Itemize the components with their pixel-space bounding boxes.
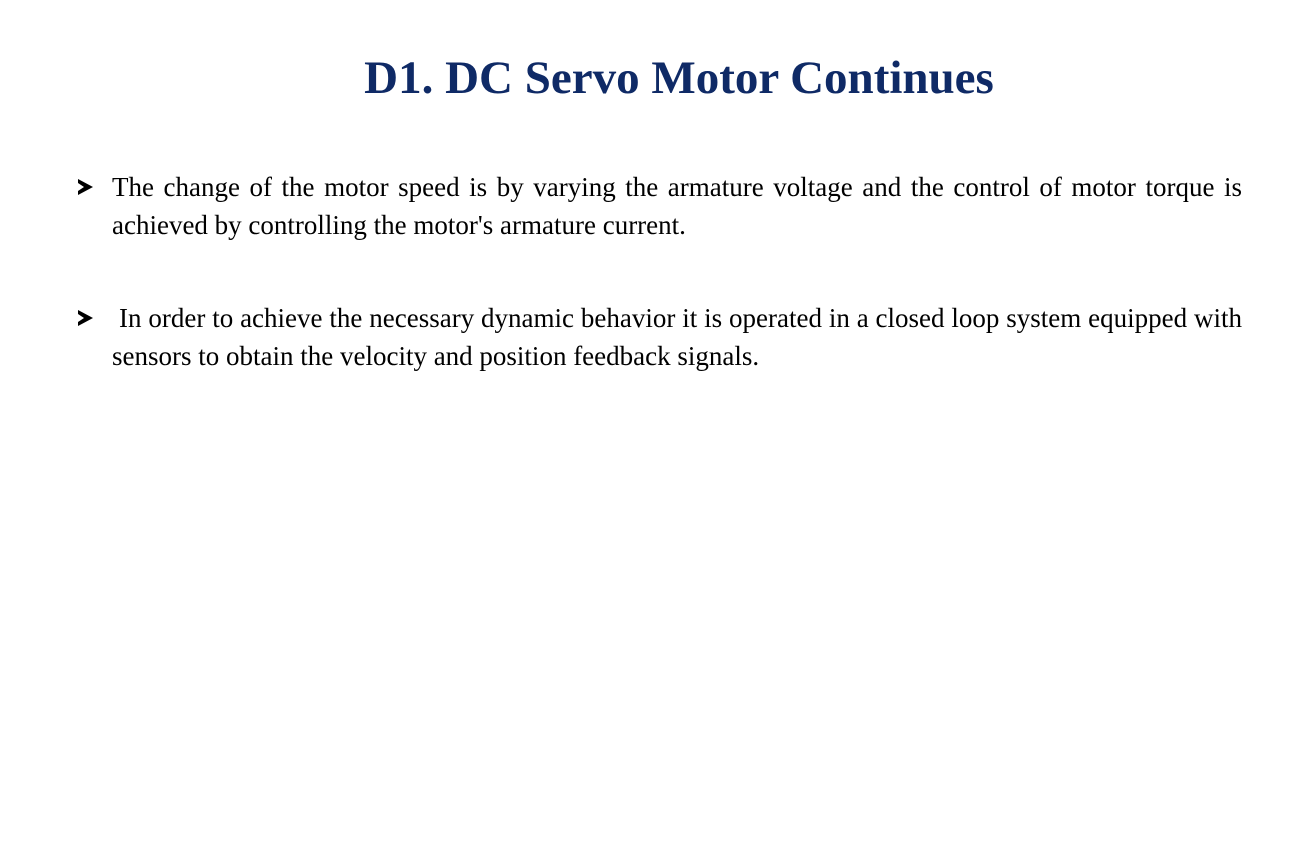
slide-title: D1. DC Servo Motor Continues (364, 52, 994, 104)
bullet-list (78, 168, 1242, 430)
arrowhead-bullet-icon (78, 179, 93, 195)
bullet-text: The change of the motor speed is by varying the armature voltage and the control of motor torque is achieved by controlling the motor's armature current. (112, 172, 1242, 240)
bullet-text: In order to achieve the necessary dynamic behavior it is operated in a closed loop system equipped with sensors to obtain the velocity and position feedback signals. (112, 303, 1242, 371)
arrowhead-bullet-icon (78, 310, 93, 326)
bullet-item (78, 168, 1242, 244)
bullet-item (78, 299, 1242, 375)
